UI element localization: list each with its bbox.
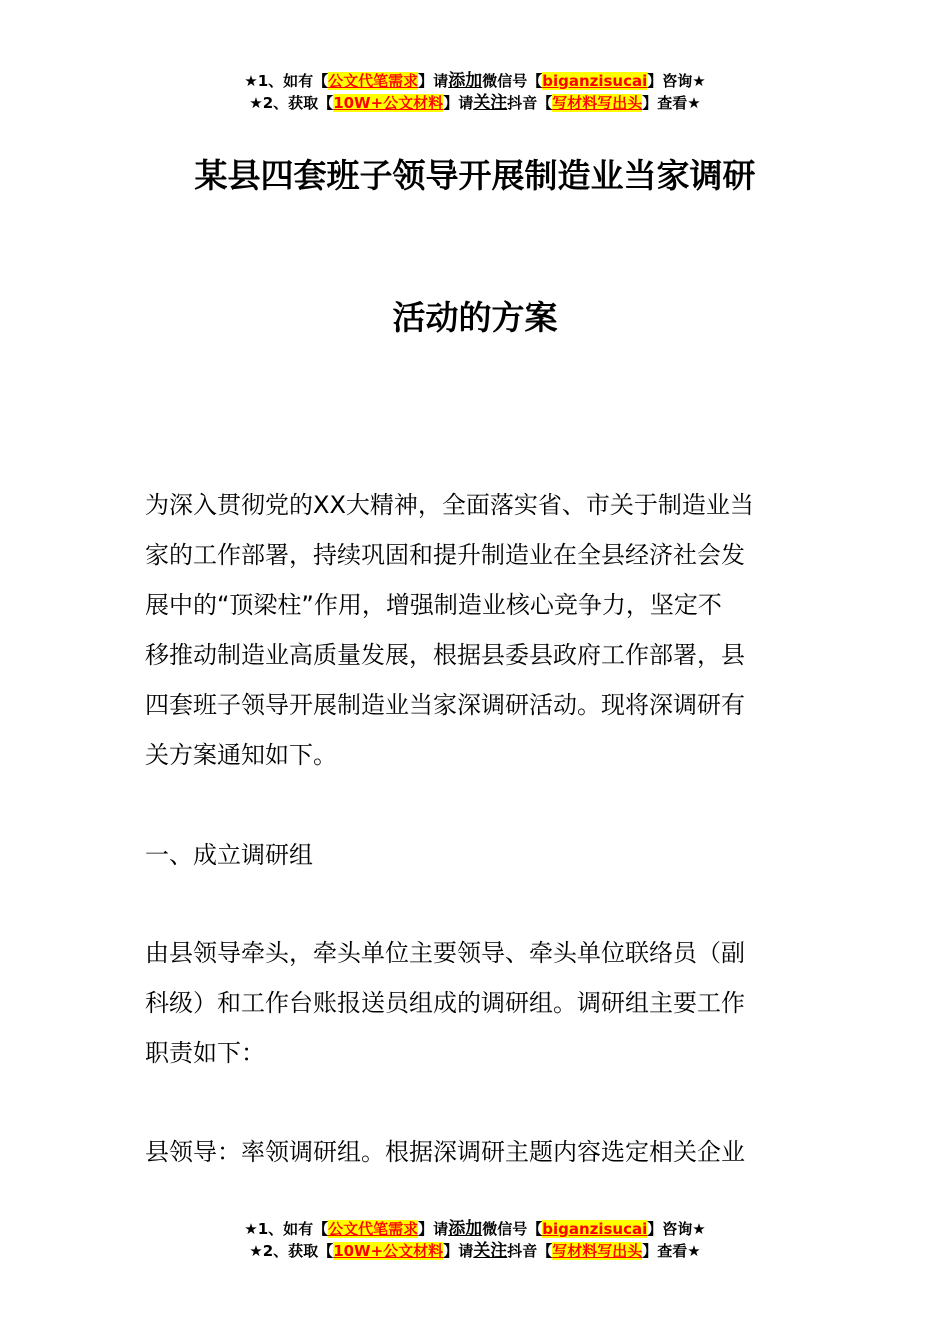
- banner-emphasis: 添加: [448, 71, 483, 91]
- highlight-douyin-id: 写材料写出头: [552, 94, 643, 112]
- highlight-douyin-id: 写材料写出头: [552, 1242, 643, 1260]
- section-1-heading: 一、成立调研组: [145, 841, 313, 869]
- document-title-line-1: 某县四套班子领导开展制造业当家调研: [194, 156, 756, 195]
- banner-text: 微信号【: [482, 72, 543, 90]
- banner-text: 抖音【: [507, 1242, 553, 1260]
- banner-line-1: [0, 70, 950, 92]
- banner-emphasis: 添加: [448, 1219, 483, 1239]
- intro-paragraph: [145, 480, 810, 780]
- text-line: 展中的“顶梁柱”作用，增强制造业核心竞争力，坚定不: [145, 591, 722, 619]
- banner-line-1: [0, 1218, 950, 1240]
- banner-line-2: [0, 92, 950, 114]
- banner-text: 】请: [418, 72, 449, 90]
- banner-text: 抖音【: [507, 94, 553, 112]
- text-line: 关方案通知如下。: [145, 741, 337, 769]
- text-line: 移推动制造业高质量发展，根据县委县政府工作部署，县: [145, 641, 745, 669]
- highlight-service: 公文代笔需求: [328, 72, 419, 90]
- text-line: 由县领导牵头，牵头单位主要领导、牵头单位联络员（副: [145, 939, 745, 967]
- banner-text: 】咨询★: [647, 1220, 706, 1238]
- text-line: 为深入贯彻党的XX大精神，全面落实省、市关于制造业当: [145, 491, 754, 519]
- banner-text: 】查看★: [642, 94, 701, 112]
- banner-text: 微信号【: [482, 1220, 543, 1238]
- text-line: 县领导：率领调研组。根据深调研主题内容选定相关企业: [145, 1138, 745, 1166]
- text-line: 科级）和工作台账报送员组成的调研组。调研组主要工作: [145, 989, 745, 1017]
- banner-text: 】咨询★: [647, 72, 706, 90]
- highlight-wechat-id: biganzisucai: [542, 1220, 648, 1238]
- banner-text: 】请: [443, 94, 474, 112]
- county-leader-paragraph: [145, 1127, 810, 1177]
- banner-text: ★2、获取【: [249, 1242, 334, 1260]
- banner-text: 】查看★: [642, 1242, 701, 1260]
- highlight-materials: 10W+公文材料: [333, 1242, 444, 1260]
- highlight-wechat-id: biganzisucai: [542, 72, 648, 90]
- section-1-paragraph: [145, 928, 810, 1078]
- banner-text: ★2、获取【: [249, 94, 334, 112]
- top-banner: [0, 70, 950, 114]
- banner-emphasis: 关注: [473, 1241, 508, 1261]
- banner-text: ★1、如有【: [244, 72, 329, 90]
- text-line: 职责如下：: [145, 1039, 265, 1067]
- highlight-service: 公文代笔需求: [328, 1220, 419, 1238]
- banner-line-2: [0, 1240, 950, 1262]
- bottom-banner: [0, 1218, 950, 1262]
- banner-text: 】请: [418, 1220, 449, 1238]
- text-line: 四套班子领导开展制造业当家深调研活动。现将深调研有: [145, 691, 745, 719]
- banner-text: 】请: [443, 1242, 474, 1260]
- text-line: 家的工作部署，持续巩固和提升制造业在全县经济社会发: [145, 541, 745, 569]
- banner-emphasis: 关注: [473, 93, 508, 113]
- highlight-materials: 10W+公文材料: [333, 94, 444, 112]
- banner-text: ★1、如有【: [244, 1220, 329, 1238]
- document-title-line-2: 活动的方案: [392, 298, 558, 337]
